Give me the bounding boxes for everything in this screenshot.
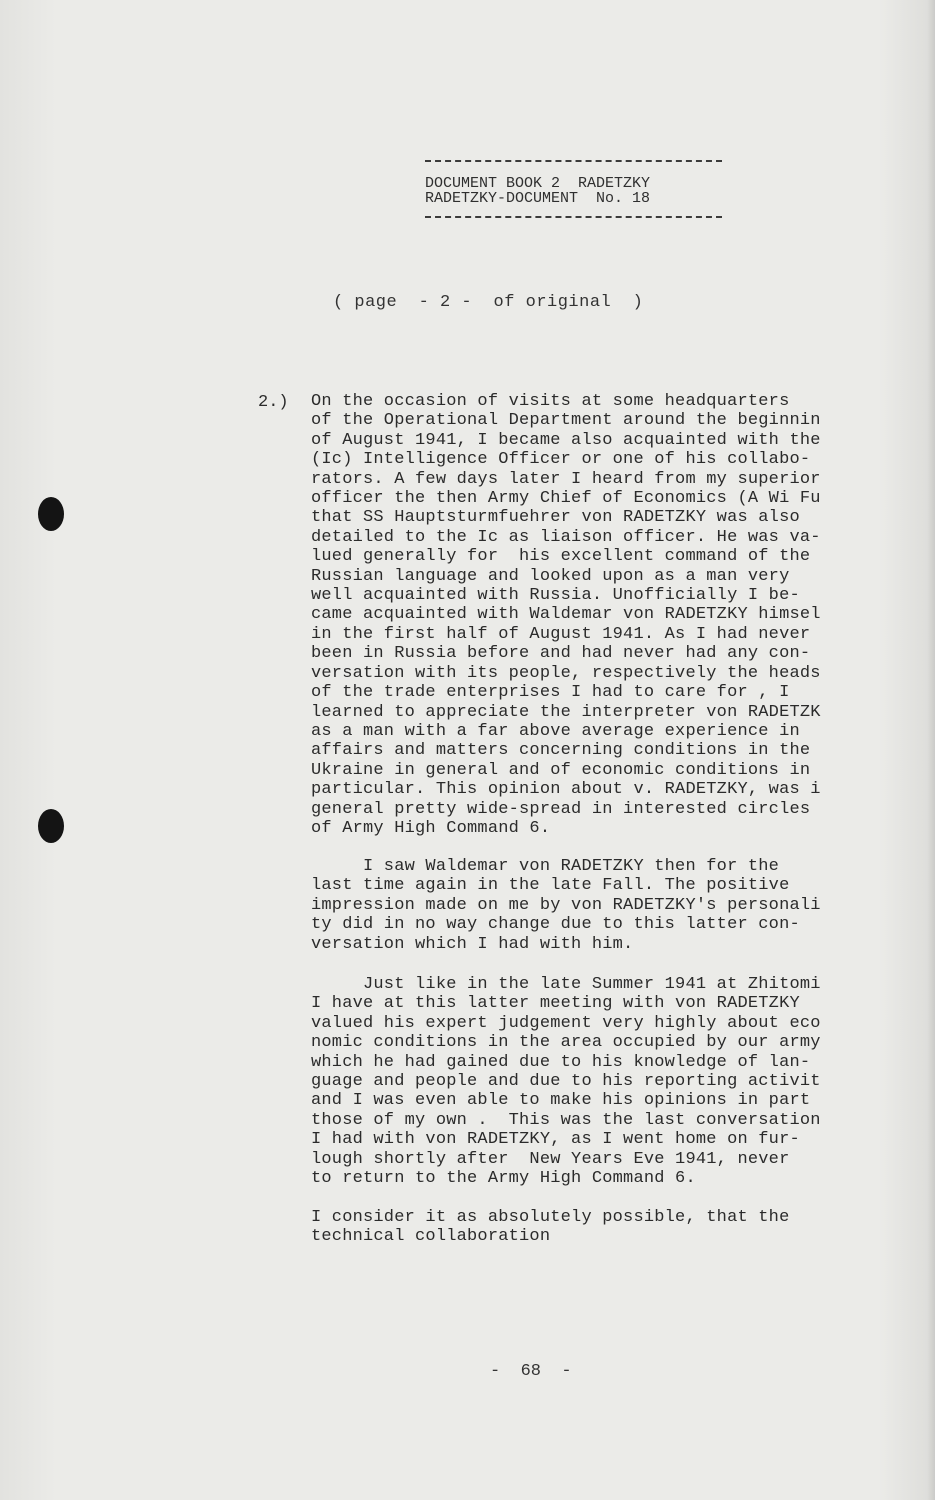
- text-line: ty did in no way change due to this latter con-: [311, 915, 800, 935]
- header-line-document: RADETZKY-DOCUMENT No. 18: [425, 190, 651, 207]
- text-line: detailed to the Ic as liaison officer. He was va-: [311, 527, 821, 547]
- text-line: versation with its people, respectively the heads: [311, 663, 821, 683]
- header-rule-bottom: [425, 216, 722, 218]
- text-line: Ukraine in general and of economic conditions in: [311, 760, 811, 780]
- paragraph-2: [311, 857, 911, 954]
- text-line: I consider it as absolutely possible, that the: [311, 1208, 790, 1227]
- paragraph-number: 2.): [258, 393, 289, 412]
- text-line: of August 1941, I became also acquainted with the: [311, 430, 821, 450]
- paragraph-3: [311, 975, 911, 1188]
- text-line: came acquainted with Waldemar von RADETZKY himsel: [311, 605, 821, 625]
- text-line: of Army High Command 6.: [311, 818, 551, 838]
- text-line: Just like in the late Summer 1941 at Zhitomi: [311, 975, 821, 994]
- text-line: rators. A few days later I heard from my superior: [311, 469, 821, 489]
- text-line: versation which I had with him.: [311, 934, 634, 954]
- text-line: lued generally for his excellent command of the: [311, 547, 811, 567]
- original-page-reference: ( page - 2 - of original ): [333, 293, 644, 312]
- paragraph-4: [311, 1208, 911, 1247]
- text-line: been in Russia before and had never had any con-: [311, 644, 811, 664]
- punch-hole-lower: [38, 809, 64, 843]
- text-line: of the Operational Department around the beginnin: [311, 411, 821, 431]
- text-line: well acquainted with Russia. Unofficially I be-: [311, 586, 800, 606]
- text-line: in the first half of August 1941. As I had never: [311, 624, 811, 644]
- document-header: [425, 160, 725, 218]
- text-line: I saw Waldemar von RADETZKY then for the: [311, 857, 780, 876]
- text-line: which he had gained due to his knowledge of lan-: [311, 1052, 811, 1072]
- text-line: impression made on me by von RADETZKY's personali: [311, 895, 821, 915]
- page-edge-shadow: [927, 0, 935, 1500]
- text-line: that SS Hauptsturmfuehrer von RADETZKY was also: [311, 508, 800, 528]
- text-line: of the trade enterprises I had to care for , I: [311, 683, 790, 703]
- punch-hole-upper: [38, 497, 64, 531]
- text-line: valued his expert judgement very highly about eco: [311, 1013, 821, 1033]
- text-line: as a man with a far above average experience in: [311, 721, 800, 741]
- text-line: to return to the Army High Command 6.: [311, 1169, 696, 1189]
- text-line: (Ic) Intelligence Officer or one of his collabo-: [311, 450, 811, 470]
- text-line: and I was even able to make his opinions in part: [311, 1091, 811, 1111]
- text-line: technical collaboration: [311, 1227, 551, 1247]
- paragraph-1: [311, 392, 911, 838]
- header-line-book: DOCUMENT BOOK 2 RADETZKY: [425, 175, 651, 192]
- text-line: On the occasion of visits at some headquarters: [311, 392, 790, 411]
- page-number: - 68 -: [490, 1362, 572, 1381]
- text-line: I had with von RADETZKY, as I went home on fur-: [311, 1130, 800, 1150]
- text-line: Russian language and looked upon as a man very: [311, 566, 790, 586]
- text-line: last time again in the late Fall. The positive: [311, 876, 790, 896]
- text-line: general pretty wide-spread in interested circles: [311, 799, 811, 819]
- text-line: affairs and matters concerning conditions in the: [311, 741, 811, 761]
- text-line: nomic conditions in the area occupied by our army: [311, 1033, 821, 1053]
- text-line: those of my own . This was the last conversation: [311, 1110, 821, 1130]
- text-line: particular. This opinion about v. RADETZKY, was i: [311, 780, 821, 800]
- text-line: lough shortly after New Years Eve 1941, never: [311, 1149, 790, 1169]
- text-line: officer the then Army Chief of Economics (A Wi Fu: [311, 489, 821, 509]
- text-line: learned to appreciate the interpreter von RADETZK: [311, 702, 821, 722]
- text-line: I have at this latter meeting with von RADETZKY: [311, 994, 800, 1014]
- text-line: guage and people and due to his reporting activit: [311, 1072, 821, 1092]
- header-rule-top: [425, 160, 722, 162]
